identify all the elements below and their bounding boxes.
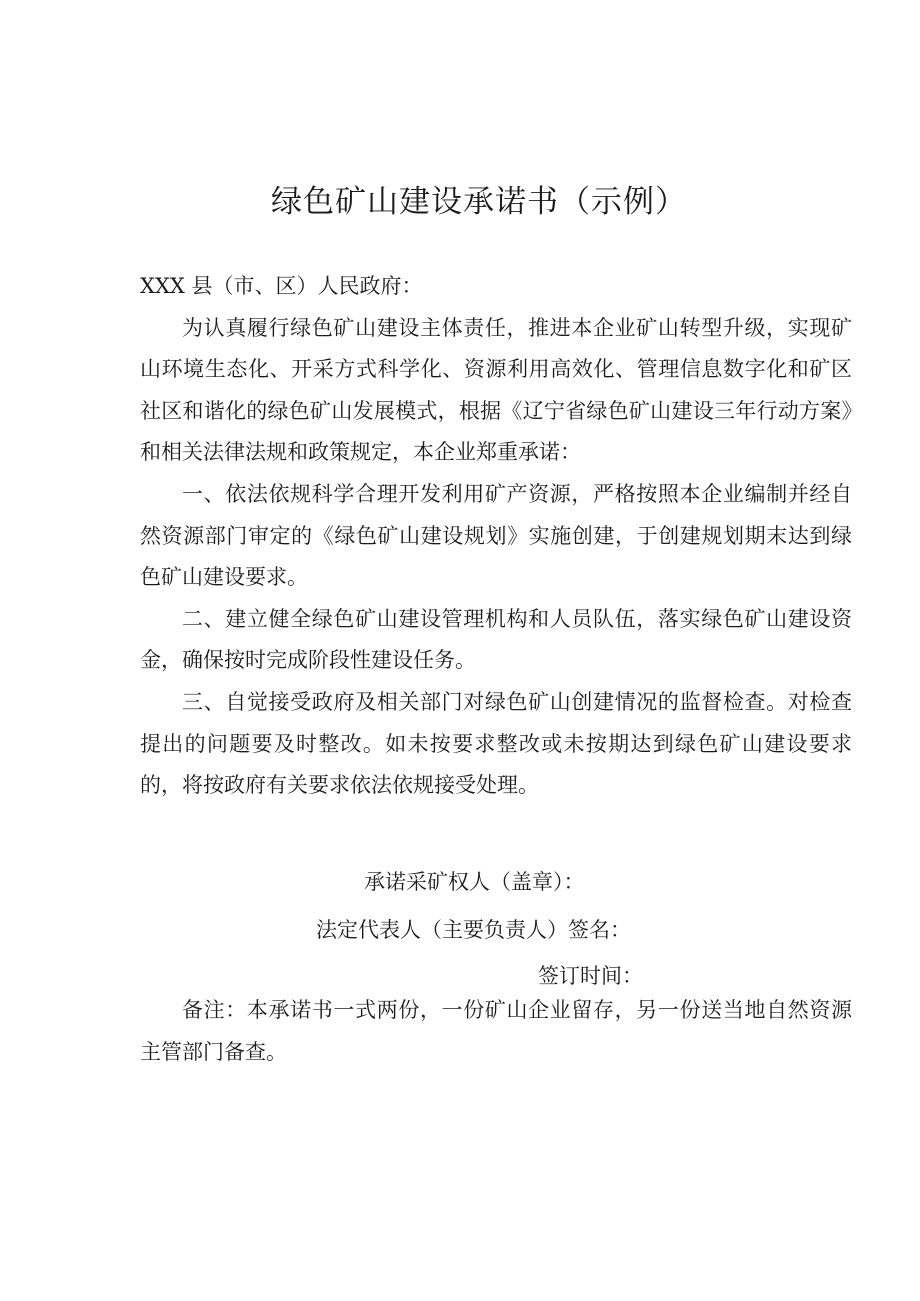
note-block [140, 990, 852, 1073]
signature-representative-line: 法定代表人（主要负责人）签名： [316, 918, 631, 942]
signature-company-line: 承诺采矿权人（盖章）： [364, 870, 585, 894]
signature-date-line: 签订时间： [538, 964, 643, 988]
commitment-three: 三、自觉接受政府及相关部门对绿色矿山创建情况的监督检查。对检查提出的问题要及时整改。如未按要求整改或未按期达到绿色矿山建设要求的，将按政府有关要求依法依规接受处理。 [140, 689, 852, 798]
document-title: 绿色矿山建设承诺书（示例） [271, 184, 687, 220]
note-text: 备注：本承诺书一式两份，一份矿山企业留存，另一份送当地自然资源主管部门备查。 [140, 998, 852, 1064]
commitment-one: 一、依法依规科学合理开发利用矿产资源，严格按照本企业编制并经自然资源部门审定的《绿色矿山建设规划》实施创建，于创建规划期末达到绿色矿山建设要求。 [140, 481, 852, 590]
document-body [140, 266, 852, 807]
commitment-two: 二、建立健全绿色矿山建设管理机构和人员队伍，落实绿色矿山建设资金，确保按时完成阶段性建设任务。 [140, 606, 852, 673]
addressee-line: XXX 县（市、区）人民政府： [140, 274, 423, 298]
intro-paragraph: 为认真履行绿色矿山建设主体责任，推进本企业矿山转型升级，实现矿山环境生态化、开采方式科学化、资源利用高效化、管理信息数字化和矿区社区和谐化的绿色矿山发展模式，根据《辽宁省绿色矿山建设三年行动方案》和相关法律法规和政策规定，本企业郑重承诺： [140, 315, 852, 465]
